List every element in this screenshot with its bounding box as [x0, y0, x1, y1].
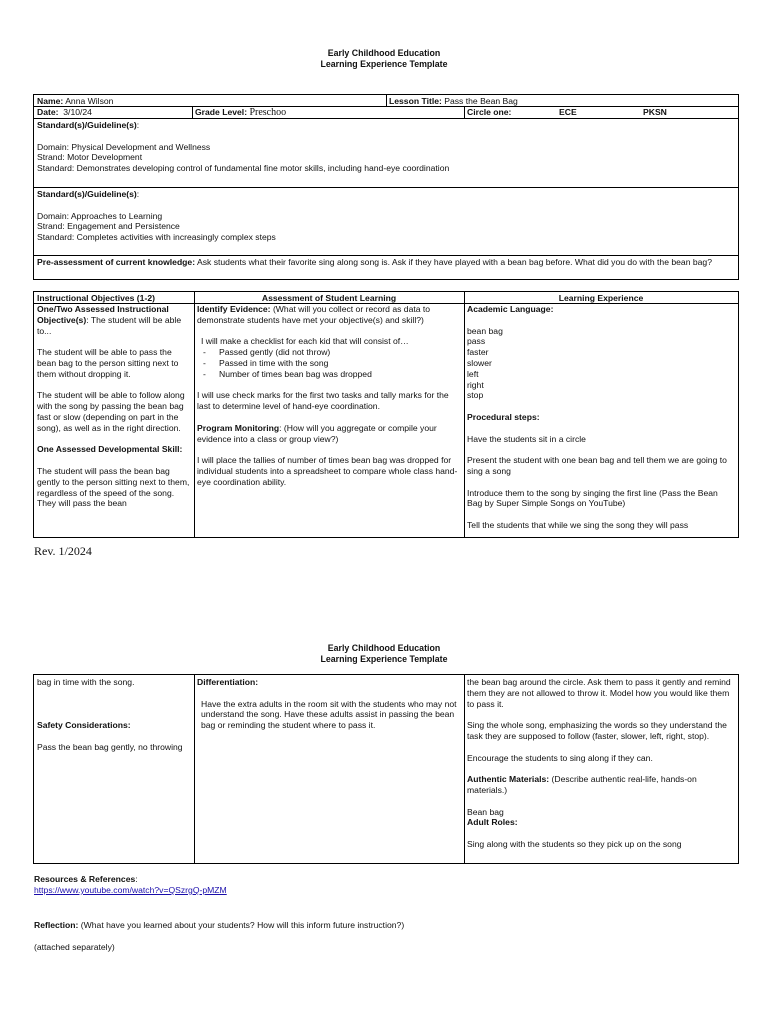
objectives-cell: One/Two Assessed Instructional Objective(s): The student will be able to... The student will be able to pass the bean bag to the person sitting next to them without dropping it. The student will be able to follow along with the song by passing the bean bag fast or slow (depending on part in the song), as well as in the right direction. One Assessed Developmental Skill: The student will pass the bean bag gently to the person sitting next to them, regardless of the speed of the song. They will pass the bean	[37, 304, 190, 509]
reflection-section	[34, 920, 404, 953]
materials-item: Bean bag	[467, 806, 504, 817]
date-field	[34, 106, 190, 119]
reflection-note: (attached separately)	[34, 941, 115, 952]
circle-label: Circle one:	[467, 107, 512, 117]
adult-roles-text: Sing along with the students so they pick up on the song	[467, 838, 682, 849]
procedural-step-6: Encourage the students to sing along if they can.	[467, 752, 653, 763]
standards-block-2: Standard(s)/Guideline(s): Domain: Approaches to Learning Strand: Engagement and Persistence Standard: Completes activities with increasingly complex steps	[34, 188, 738, 244]
resources-link[interactable]: https://www.youtube.com/watch?v=QSzrgQ-pMZM	[34, 885, 227, 895]
differentiation-text: Have the extra adults in the room sit with the students who may not understand the song. Have these adults assist in passing the bean bag or reminding the student where to pass it.	[201, 698, 457, 731]
safety-text: Pass the bean bag gently, no throwing	[37, 741, 183, 752]
continued-learning-cell: the bean bag around the circle. Ask them to pass it gently and remind them they are not allowed to throw it. Model how you would like them to pass it. Sing the whole song, emphasizing the words so they understand the task they are supposed to follow (faster, slower, left, right, stop). Encourage the students to sing along if they can. Authentic Materials: (Describe authentic real-life, hands-on materials.) Bean bag Adult Roles: Sing along with the students so they pick up on the song	[464, 676, 738, 851]
header-line-1: Early Childhood Education	[327, 643, 441, 653]
monitoring-label: Program Monitoring	[197, 422, 280, 433]
date-value: 3/10/24	[63, 107, 92, 117]
vocab-item: pass	[467, 336, 486, 347]
evidence-label: Identify Evidence:	[197, 304, 271, 314]
adult-roles-label: Adult Roles:	[467, 817, 518, 828]
date-label: Date:	[37, 107, 59, 117]
reflection-question: (What have you learned about your students? How will this inform future instruction?)	[80, 920, 405, 930]
standards-label-1: Standard(s)/Guideline(s)	[37, 120, 137, 130]
grade-field	[192, 106, 462, 120]
main-table	[33, 291, 739, 538]
monitoring-text: I will place the tallies of number of times bean bag was dropped for individual students into a spreadsheet to compare whole class hand-eye coordination ability.	[197, 455, 458, 487]
col-header-assessment: Assessment of Student Learning	[261, 293, 397, 303]
developmental-skill-text: The student will pass the bean bag gently to the person sitting next to them, regardless of the speed of the song. They will pass the bean	[37, 465, 190, 509]
col-header-learning: Learning Experience	[558, 293, 644, 303]
procedural-step-3: Introduce them to the song by singing the first line (Pass the Bean Bag by Super Simple Songs on YouTube)	[467, 487, 718, 509]
standards-label-2: Standard(s)/Guideline(s)	[37, 189, 137, 199]
continued-table	[33, 674, 739, 864]
procedural-step-5: Sing the whole song, emphasizing the words so they understand the task they are supposed to follow (faster, slower, left, right, stop).	[467, 720, 727, 741]
info-table	[33, 94, 739, 280]
procedural-step-1: Have the students sit in a circle	[467, 433, 586, 444]
revision-note: Rev. 1/2024	[34, 544, 92, 558]
procedural-step-4-continued: the bean bag around the circle. Ask them to pass it gently and remind them they are not allowed to throw it. Model how you would like them to pass it.	[467, 677, 731, 709]
preassessment-block	[34, 256, 738, 269]
differentiation-cell	[194, 676, 464, 732]
preassessment-text: Ask students what their favorite sing along song is. Ask if they have played with a bean bag before. What did you do with the bean bag?	[197, 257, 712, 267]
developmental-skill-continued: bag in time with the song.	[37, 677, 135, 687]
doc-header-2	[0, 643, 768, 665]
standards-strand-1: Strand: Motor Development	[37, 152, 143, 163]
standards-standard-2: Standard: Completes activities with increasingly complex steps	[37, 232, 276, 243]
marks-text: I will use check marks for the first two tasks and tally marks for the last to determine level of hand-eye coordination.	[197, 390, 449, 412]
standards-standard-1: Standard: Demonstrates developing control of fundamental fine motor skills, including hand-eye coordination	[37, 163, 450, 174]
checklist-item: - Number of times bean bag was dropped	[203, 369, 461, 380]
objective-1: The student will be able to pass the bean bag to the person sitting next to them without dropping it.	[37, 347, 179, 379]
standards-block-1: Standard(s)/Guideline(s): Domain: Physical Development and Wellness Strand: Motor Development Standard: Demonstrates developing control of fundamental fine motor skills, including hand-eye coordination	[34, 119, 738, 175]
assessment-cell: Identify Evidence: (What will you collect or record as data to demonstrate students have met your objective(s) and skill?) I will make a checklist for each kid that will consist of… - Passed gently (did not throw) - Passed in time with the song - Number of times bean bag was dropped I will use check marks for the first two tasks and tally marks for the last to determine level of hand-eye coordination. Program Monitoring: (How will you aggregate or compile your evidence into a class or group view?) I will place the tallies of number of times bean bag was dropped for individual students into a spreadsheet to compare whole class hand-eye coordination ability.	[194, 303, 464, 538]
standards-domain-1: Domain: Physical Development and Wellness	[37, 141, 211, 152]
checklist-item: - Passed in time with the song	[203, 358, 461, 369]
objective-2: The student will be able to follow along with the song by passing the bean bag fast or slow (depending on part in the song), as well as in the right direction.	[37, 390, 185, 433]
learning-cell	[464, 303, 738, 538]
vocab-item: bean bag	[467, 325, 503, 336]
vocab-item: right	[467, 379, 484, 390]
vocab-item: faster	[467, 347, 489, 358]
standards-strand-2: Strand: Engagement and Persistence	[37, 221, 180, 232]
materials-label: Authentic Materials:	[467, 774, 550, 785]
grade-value: Preschoo	[249, 107, 287, 118]
circle-option-ece: ECE	[559, 107, 577, 117]
continued-objectives-cell	[34, 676, 194, 754]
grade-label: Grade Level:	[195, 107, 248, 117]
circle-option-pksn: PKSN	[643, 107, 667, 117]
vocab-item: left	[467, 368, 479, 379]
checklist-intro: I will make a checklist for each kid that will consist of…	[201, 336, 409, 347]
checklist	[197, 347, 461, 379]
checklist-item: - Passed gently (did not throw)	[203, 347, 461, 358]
resources-label: Resources & References	[34, 874, 136, 884]
preassessment-label: Pre-assessment of current knowledge:	[37, 257, 196, 267]
objectives-label: One/Two Assessed Instructional Objective(s)	[37, 304, 169, 325]
resources-section: Resources & References: https://www.youtube.com/watch?v=QSzrgQ-pMZM	[34, 874, 227, 895]
header-line-2: Learning Experience Template	[320, 59, 448, 69]
standards-domain-2: Domain: Approaches to Learning	[37, 210, 163, 221]
safety-label: Safety Considerations:	[37, 720, 131, 731]
procedural-label: Procedural steps:	[467, 411, 540, 422]
lesson-title-label: Lesson Title:	[389, 96, 442, 106]
developmental-skill-label: One Assessed Developmental Skill:	[37, 444, 183, 455]
procedural-step-2: Present the student with one bean bag and tell them we are going to sing a song	[467, 455, 727, 476]
procedural-step-4: Tell the students that while we sing the song they will pass	[467, 519, 689, 530]
reflection-label: Reflection:	[34, 920, 79, 930]
col-header-objectives: Instructional Objectives (1-2)	[37, 293, 155, 303]
vocab-item: stop	[467, 390, 484, 401]
academic-language-label: Academic Language:	[467, 304, 554, 314]
doc-header	[0, 48, 768, 70]
vocab-item: slower	[467, 357, 492, 368]
name-value: Anna Wilson	[65, 96, 114, 106]
header-line-1: Early Childhood Education	[327, 48, 441, 58]
header-line-2: Learning Experience Template	[320, 654, 448, 664]
differentiation-label: Differentiation:	[197, 677, 259, 687]
name-label: Name:	[37, 96, 64, 106]
lesson-title-value: Pass the Bean Bag	[444, 96, 518, 106]
